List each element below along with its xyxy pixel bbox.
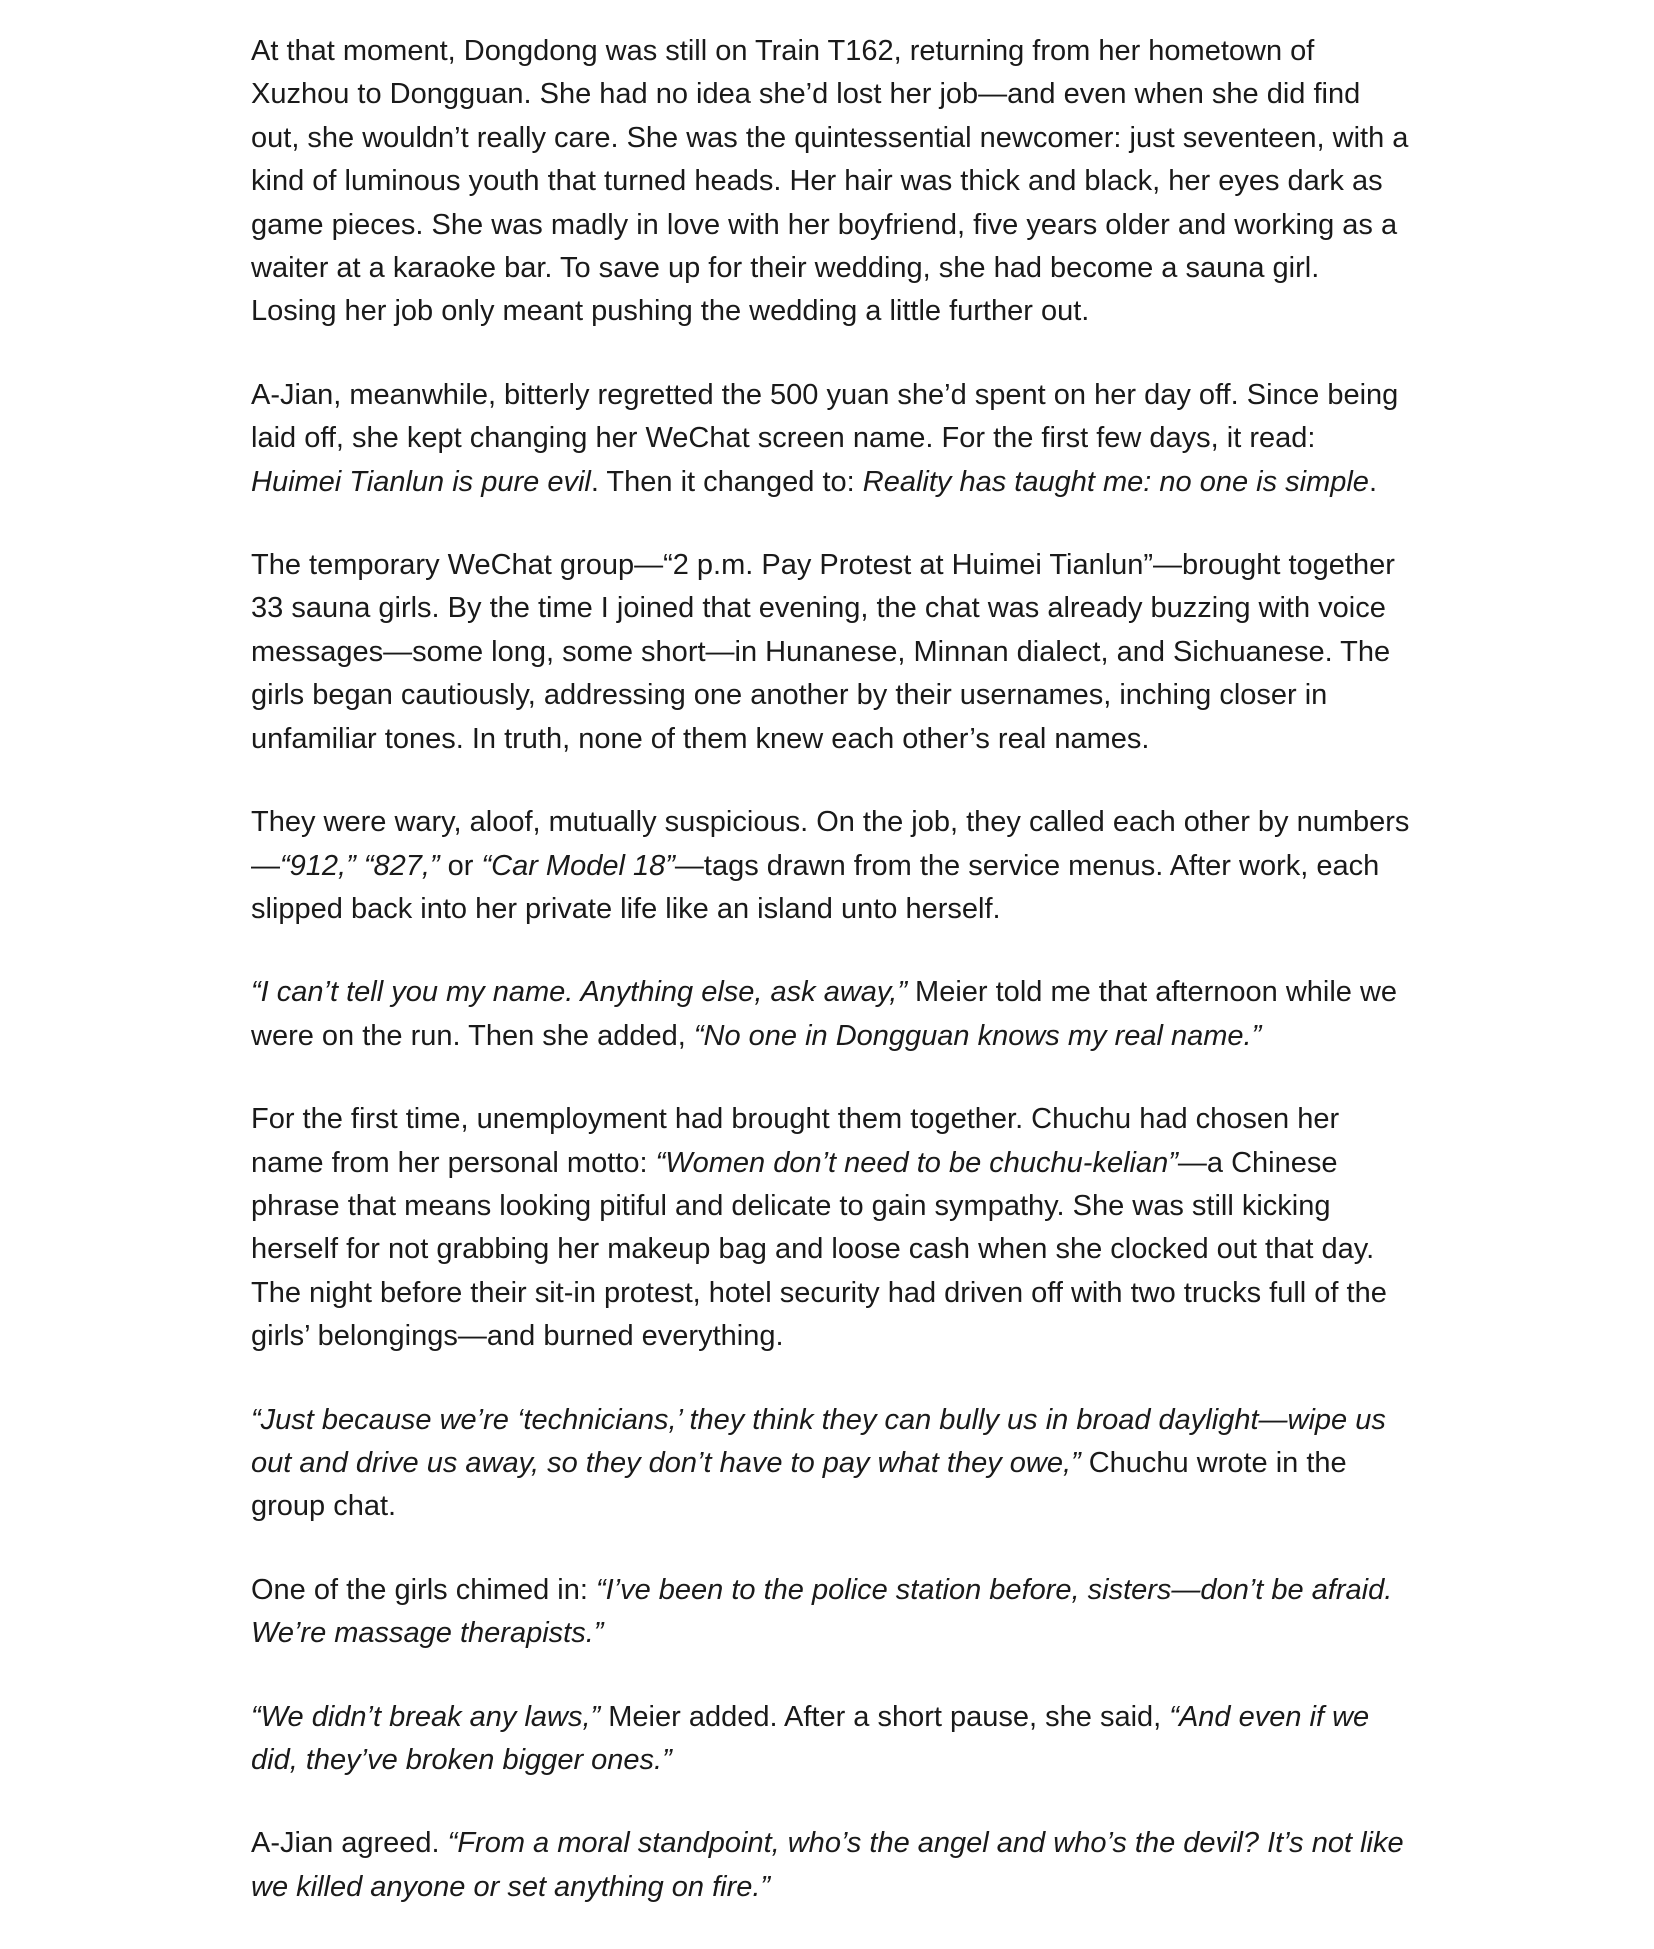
quote: “And even if we did, they’ve broken bigger ones.” bbox=[251, 1700, 1370, 1776]
quoted-screen-name: Huimei Tianlun is pure evil bbox=[251, 465, 591, 498]
paragraph-a-jian-moral bbox=[251, 1822, 1411, 1909]
paragraph-text: At that moment, Dongdong was still on Train T162, returning from her hometown of Xuzhou to Dongguan. She had no idea she’d lost her job—and even when she did find out, she wouldn’t really care. She was the quintessential newcomer: just seventeen, with a kind of luminous youth that turned heads. Her hair was thick and black, her eyes dark as game pieces. She was madly in love with her boyfriend, five years older and working as a waiter at a karaoke bar. To save up for their wedding, she had become a sauna girl. Losing her job only meant pushing the wedding a little further out. bbox=[251, 35, 1409, 328]
paragraph-text: A-Jian, meanwhile, bitterly regretted the 500 yuan she’d spent on her day off. Since being laid off, she kept changing her WeChat screen name. For the first few days, it read: bbox=[251, 378, 1399, 455]
paragraph-wechat-group bbox=[251, 544, 1411, 761]
quote: “No one in Dongguan knows my real name.” bbox=[693, 1019, 1262, 1052]
paragraph-chuchu bbox=[251, 1098, 1411, 1358]
paragraph-text: The temporary WeChat group—“2 p.m. Pay Protest at Huimei Tianlun”—brought together 33 sauna girls. By the time I joined that evening, the chat was already buzzing with voice messages—some long, some short—in Hunanese, Minnan dialect, and Sichuanese. The girls began cautiously, addressing one another by their usernames, inching closer in unfamiliar tones. In truth, none of them knew each other’s real names. bbox=[251, 549, 1395, 755]
quoted-tags: “912,” “827,” bbox=[280, 849, 440, 882]
paragraph-laws bbox=[251, 1696, 1411, 1783]
paragraph-text: Chuchu wrote in the group chat. bbox=[251, 1446, 1347, 1523]
paragraph-a-jian-wechat bbox=[251, 374, 1411, 504]
quote: “I can’t tell you my name. Anything else, ask away,” bbox=[251, 976, 907, 1009]
quoted-tags: “Car Model 18” bbox=[481, 849, 675, 882]
paragraph-chuchu-quote bbox=[251, 1399, 1411, 1529]
paragraph-dongdong bbox=[251, 30, 1411, 334]
quoted-screen-name: Reality has taught me: no one is simple bbox=[862, 465, 1369, 498]
paragraph-numbers bbox=[251, 801, 1411, 931]
paragraph-text: Meier added. After a short pause, she said, bbox=[600, 1700, 1170, 1733]
quote: “From a moral standpoint, who’s the angel and who’s the devil? It’s not like we killed anyone or set anything on fire.” bbox=[251, 1827, 1404, 1903]
paragraph-text: One of the girls chimed in: bbox=[251, 1573, 596, 1606]
paragraph-text: For the first time, unemployment had brought them together. Chuchu had chosen her name from her personal motto: bbox=[251, 1103, 1340, 1179]
paragraph-text: Meier told me that afternoon while we were on the run. Then she added, bbox=[251, 976, 1398, 1052]
quote: “Just because we’re ‘technicians,’ they think they can bully us in broad daylight—wipe us out and drive us away, so they don’t have to pay what they owe,” bbox=[251, 1403, 1386, 1479]
quote: “I’ve been to the police station before, sisters—don’t be afraid. We’re massage therapists.” bbox=[251, 1573, 1393, 1650]
paragraph-text: —tags drawn from the service menus. After work, each slipped back into her private life like an island unto herself. bbox=[251, 849, 1380, 925]
paragraph-police-station bbox=[251, 1569, 1411, 1656]
paragraph-text: . bbox=[1368, 465, 1377, 498]
paragraph-text: or bbox=[439, 849, 482, 882]
paragraph-text: . Then it changed to: bbox=[590, 465, 863, 498]
paragraph-text: They were wary, aloof, mutually suspicious. On the job, they called each other by numbers— bbox=[251, 806, 1410, 882]
paragraph-text: —a Chinese phrase that means looking pitiful and delicate to gain sympathy. She was still kicking herself for not grabbing her makeup bag and loose cash when she clocked out that day. The night before their sit-in protest, hotel security had driven off with two trucks full of the girls’ belongings—and burned everything. bbox=[251, 1146, 1387, 1353]
quote: “Women don’t need to be chuchu-kelian” bbox=[655, 1146, 1178, 1179]
article-body bbox=[251, 30, 1411, 1949]
paragraph-meier-name bbox=[251, 971, 1411, 1058]
paragraph-text: A-Jian agreed. bbox=[251, 1827, 448, 1860]
quote: “We didn’t break any laws,” bbox=[251, 1700, 601, 1733]
